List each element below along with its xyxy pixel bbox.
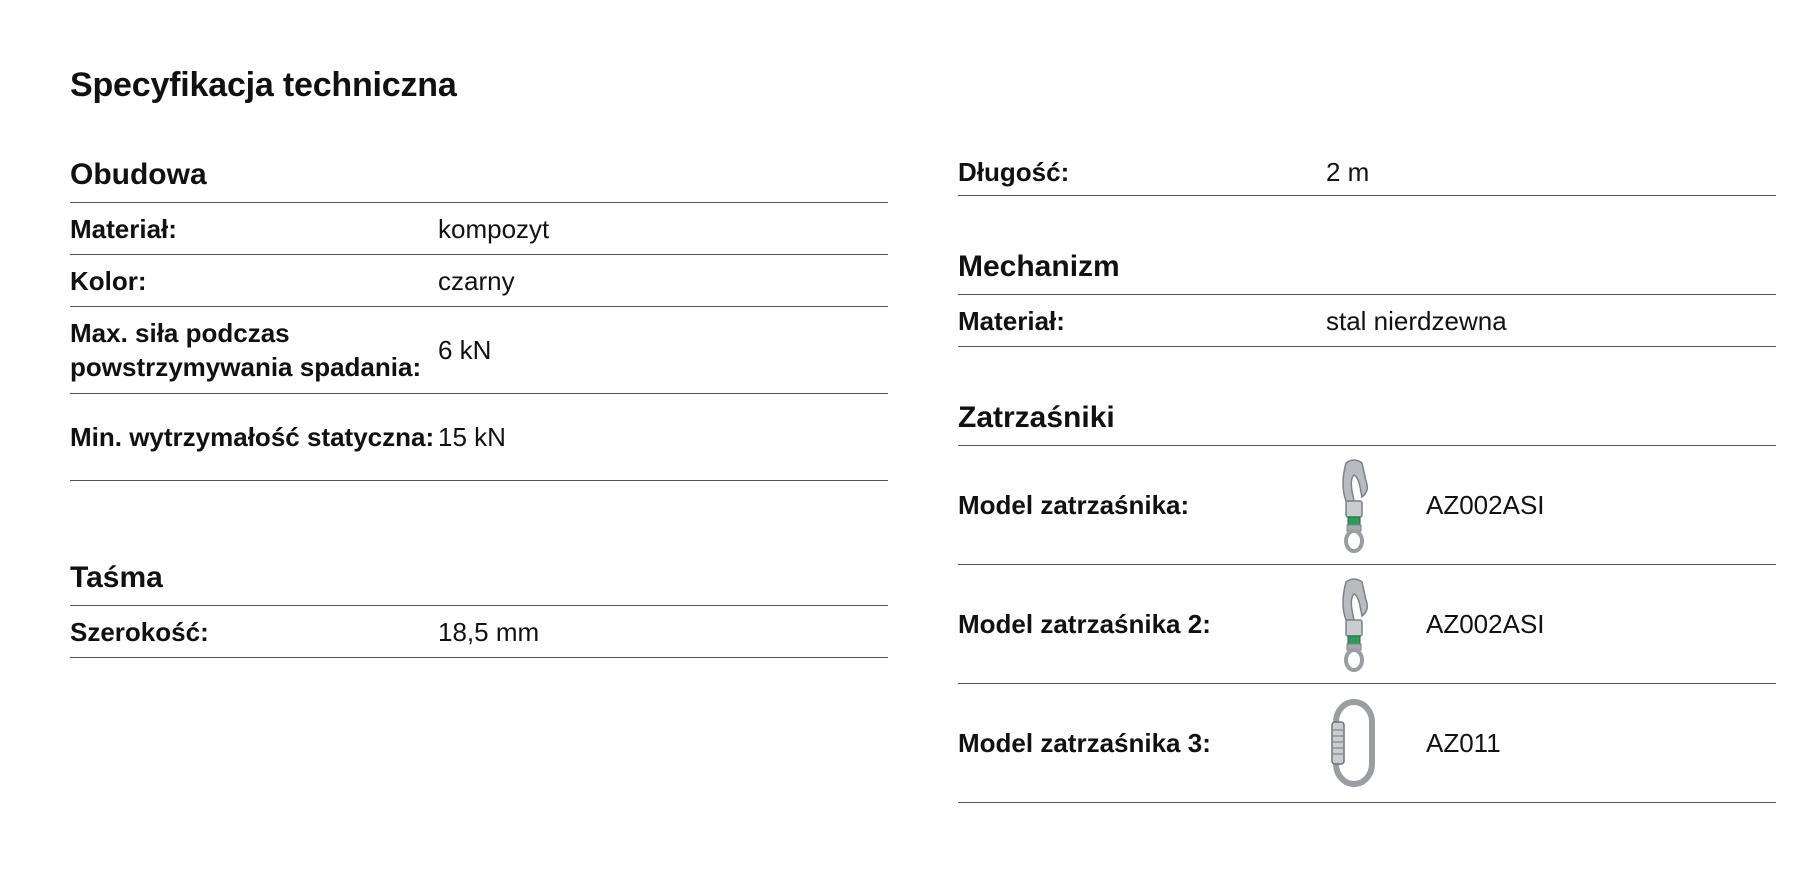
section-tasma: [70, 559, 888, 658]
section-title-obudowa: Obudowa: [70, 156, 888, 203]
spec-row-model-zatrzasnika-3: [958, 684, 1776, 803]
spec-value: AZ002ASI: [1426, 609, 1545, 639]
section-title-mechanizm: Mechanizm: [958, 248, 1776, 295]
page-title: Specyfikacja techniczna: [70, 66, 457, 104]
spec-column-left: [70, 156, 888, 658]
spec-label: Model zatrzaśnika:: [958, 490, 1190, 520]
snap-hook-icon: [1326, 576, 1382, 672]
spec-row-model-zatrzasnika-2: [958, 565, 1776, 684]
spec-label: Model zatrzaśnika 2:: [958, 609, 1211, 639]
section-title-tasma: Taśma: [70, 559, 888, 606]
snap-hook-icon: [1326, 457, 1382, 553]
spec-row-material-mechanizm: [958, 295, 1776, 347]
spec-row-szerokosc: [70, 606, 888, 658]
spec-value: AZ011: [1426, 728, 1501, 758]
oval-carabiner-icon: [1326, 695, 1382, 791]
spec-value: stal nierdzewna: [1326, 305, 1507, 336]
section-obudowa: [70, 156, 888, 481]
spec-value: 6 kN: [438, 335, 492, 365]
spec-value: AZ002ASI: [1426, 490, 1545, 520]
spec-row-material: [70, 203, 888, 255]
spec-value: kompozyt: [438, 213, 550, 244]
spec-value: 15 kN: [438, 422, 506, 452]
section-zatrzasniki: [958, 399, 1776, 803]
spec-label: Długość:: [958, 156, 1070, 187]
spec-row-min-wytrzymalosc: [70, 394, 888, 481]
spec-value: czarny: [438, 265, 515, 296]
spec-row-dlugosc: [958, 148, 1776, 196]
spec-row-max-sila: [70, 307, 888, 394]
spec-column-right: [958, 156, 1776, 803]
spec-label: Max. siła podczas powstrzymywania spadania:: [70, 318, 422, 382]
spec-value: 18,5 mm: [438, 616, 540, 647]
spec-label: Min. wytrzymałość statyczna:: [70, 422, 435, 452]
section-mechanizm: [958, 248, 1776, 347]
spec-row-kolor: [70, 255, 888, 307]
spec-row-model-zatrzasnika: [958, 446, 1776, 565]
spec-label: Szerokość:: [70, 616, 209, 647]
spec-value: 2 m: [1326, 156, 1370, 187]
spec-label: Materiał:: [70, 213, 177, 244]
spec-label: Kolor:: [70, 265, 147, 296]
section-title-zatrzasniki: Zatrzaśniki: [958, 399, 1776, 446]
spec-label: Model zatrzaśnika 3:: [958, 728, 1211, 758]
spec-label: Materiał:: [958, 305, 1065, 336]
